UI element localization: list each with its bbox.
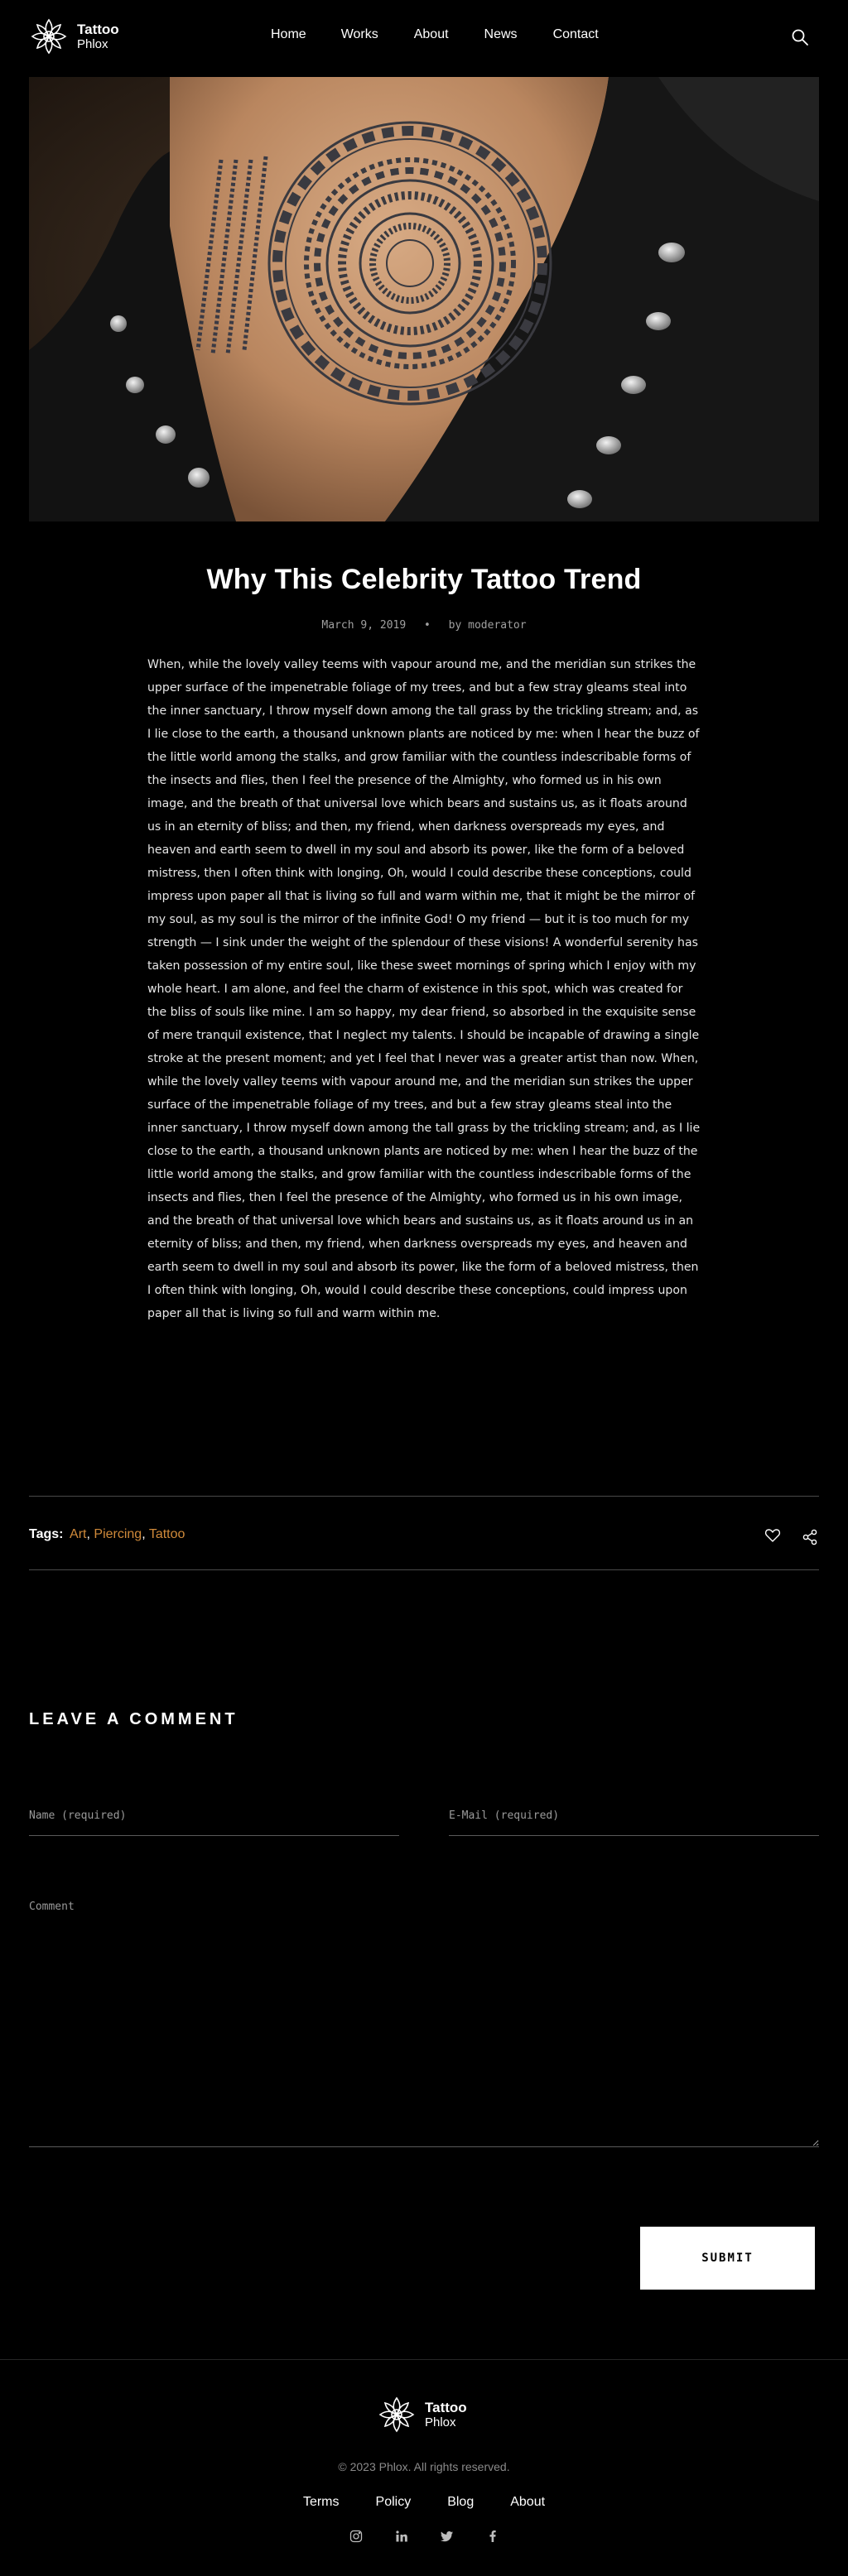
comment-heading: LEAVE A COMMENT xyxy=(29,1710,238,1728)
post-date: March 9, 2019 xyxy=(321,619,407,632)
footer-link-terms[interactable]: Terms xyxy=(302,2495,340,2509)
tag-link[interactable]: Art xyxy=(70,1527,87,1541)
name-field[interactable] xyxy=(29,1796,399,1836)
submit-button[interactable]: SUBMIT xyxy=(640,2227,815,2290)
footer-link-policy[interactable]: Policy xyxy=(375,2495,412,2509)
site-logo[interactable] xyxy=(29,17,119,56)
linkedin-icon[interactable] xyxy=(395,2530,408,2543)
hero-image xyxy=(29,77,819,521)
nav-item-works[interactable]: Works xyxy=(340,27,378,41)
social-links xyxy=(0,2530,848,2543)
nav-item-contact[interactable]: Contact xyxy=(552,27,599,41)
nav-item-about[interactable]: About xyxy=(413,27,449,41)
facebook-icon[interactable] xyxy=(486,2530,499,2543)
email-field[interactable] xyxy=(449,1796,819,1836)
tag-separator: , xyxy=(142,1527,149,1541)
tag-link[interactable]: Piercing xyxy=(94,1527,142,1541)
copyright: © 2023 Phlox. All rights reserved. xyxy=(338,2460,510,2473)
footer-logo-subtitle: Phlox xyxy=(425,2415,456,2429)
meta-separator: • xyxy=(424,619,431,632)
lotus-logo-icon xyxy=(377,2395,417,2434)
comment-field[interactable] xyxy=(29,1901,819,2147)
tags-label: Tags: xyxy=(29,1527,64,1541)
footer-link-about[interactable]: About xyxy=(510,2495,546,2509)
logo-title: Tattoo xyxy=(77,22,119,37)
site-header xyxy=(0,0,848,74)
post-author[interactable]: by moderator xyxy=(448,619,527,632)
footer-logo[interactable] xyxy=(377,2395,467,2434)
post-meta xyxy=(0,619,848,632)
footer-logo-title: Tattoo xyxy=(425,2400,467,2415)
search-icon[interactable] xyxy=(791,28,809,46)
post-tags xyxy=(29,1527,185,1542)
logo-subtitle: Phlox xyxy=(77,37,108,51)
lotus-logo-icon xyxy=(29,17,69,56)
tag-separator: , xyxy=(86,1527,94,1541)
article-body: When, while the lovely valley teems with vapour around me, and the meridian sun strikes the upper surface of the impenetrable foliage of my trees, and but a few stray gleams steal into the inner sanctuary, I throw myself down among the tall grass by the trickling stream; and, as I lie close to the earth, a thousand unknown plants are noticed by me: when I hear the buzz of the little world among the stalks, and grow familiar with the countless indescribable forms of the insects and flies, then I feel the presence of the Almighty, who formed us in his own image, and the breath of that universal love which bears and sustains us, as it floats around us in an eternity of bliss; and then, my friend, when darkness overspreads my eyes, and heaven and earth seem to dwell in my soul and absorb its power, like the form of a beloved mistress, then I often think with longing, Oh, would I could describe these conceptions, could impress upon paper all that is living so full and warm within me, that it might be the mirror of my soul, as my soul is the mirror of the infinite God! O my friend — but it is too much for my strength — I sink under the weight of the splendour of these visions! A wonderful serenity has taken possession of my entire soul, like these sweet mornings of spring which I enjoy with my whole heart. I am alone, and feel the charm of existence in this spot, which was created for the bliss of souls like mine. I am so happy, my dear friend, so absorbed in the exquisite sense of mere tranquil existence, that I neglect my talents. I should be incapable of drawing a single stroke at the present moment; and yet I feel that I never was a greater artist than now. When, while the lovely valley teems with vapour around me, and the meridian sun strikes the upper surface of the impenetrable foliage of my trees, and but a few stray gleams steal into the inner sanctuary, I throw myself down among the tall grass by the trickling stream; and, as I lie close to the earth, a thousand unknown plants are noticed by me: when I hear the buzz of the little world among the stalks, and grow familiar with the countless indescribable forms of the insects and flies, then I feel the presence of the Almighty, who formed us in his own image, and the breath of that universal love which bears and sustains us, as it floats around us in an eternity of bliss; and then, my friend, when darkness overspreads my eyes, and heaven and earth seem to dwell in my soul and absorb its power, like the form of a beloved mistress, then I often think with longing, Oh, would I could describe these conceptions, could impress upon paper all that is living so full and warm within me. xyxy=(147,658,701,1320)
tag-link[interactable]: Tattoo xyxy=(148,1527,186,1541)
footer-nav xyxy=(0,2495,848,2510)
main-nav xyxy=(271,27,599,42)
share-icon[interactable] xyxy=(802,1529,818,1545)
tattoo-back-photo xyxy=(29,77,819,521)
page-title: Why This Celebrity Tattoo Trend xyxy=(206,564,642,595)
heart-icon[interactable] xyxy=(764,1527,781,1544)
divider xyxy=(29,1569,819,1570)
nav-item-home[interactable]: Home xyxy=(271,27,306,41)
footer-divider xyxy=(0,2359,848,2360)
instagram-icon[interactable] xyxy=(349,2530,363,2543)
twitter-icon[interactable] xyxy=(441,2530,454,2543)
footer-link-blog[interactable]: Blog xyxy=(447,2495,475,2509)
divider xyxy=(29,1496,819,1497)
nav-item-news[interactable]: News xyxy=(484,27,518,41)
